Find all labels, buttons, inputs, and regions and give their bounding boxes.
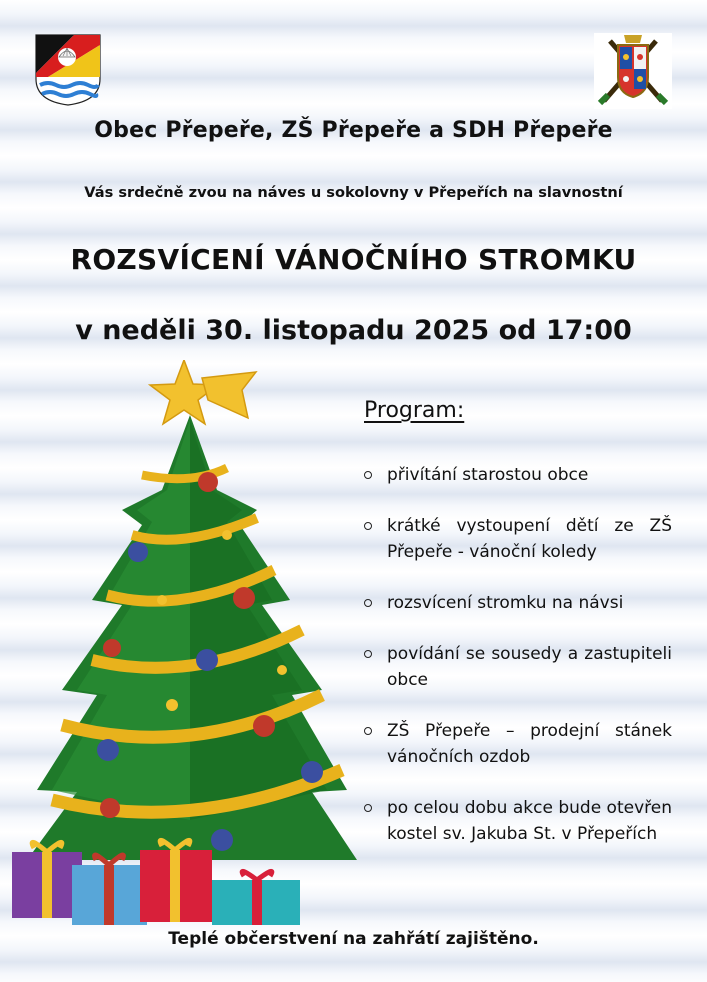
event-name: ROZSVÍCENÍ VÁNOČNÍHO STROMKU — [70, 243, 637, 276]
bullet-icon — [364, 650, 372, 658]
program-list — [364, 462, 672, 872]
christmas-tree-icon — [12, 360, 368, 925]
program-item — [364, 590, 672, 616]
program-item-text: povídání se sousedy a zastupiteli obce — [387, 644, 672, 690]
bullet-icon — [364, 522, 372, 530]
bullet-icon — [364, 599, 372, 607]
program-item — [364, 462, 672, 488]
program-item-text: po celou dobu akce bude otevřen kostel sv. Jakuba St. v Přepeřích — [387, 798, 672, 844]
organizers-title: Obec Přepeře, ZŠ Přepeře a SDH Přepeře — [94, 118, 613, 143]
program-item-text: přivítání starostou obce — [387, 465, 589, 485]
refreshments-note: Teplé občerstvení na zahřátí zajištěno. — [168, 929, 539, 949]
program-item-text: krátké vystoupení dětí ze ZŠ Přepeře - vánoční koledy — [387, 516, 672, 562]
bullet-icon — [364, 727, 372, 735]
program-item — [364, 641, 672, 693]
event-date: v neděli 30. listopadu 2025 od 17:00 — [75, 315, 632, 346]
program-heading: Program: — [364, 398, 465, 423]
bullet-icon — [364, 804, 372, 812]
program-item — [364, 795, 672, 847]
bullet-icon — [364, 471, 372, 479]
program-item-text: rozsvícení stromku na návsi — [387, 593, 624, 613]
fire-brigade-emblem-icon — [594, 33, 672, 109]
municipal-coat-of-arms-icon — [34, 33, 102, 107]
program-item — [364, 718, 672, 770]
program-item — [364, 513, 672, 565]
program-item-text: ZŠ Přepeře – prodejní stánek vánočních ozdob — [387, 721, 672, 767]
invitation-line: Vás srdečně zvou na náves u sokolovny v Přepeřích na slavnostní — [84, 184, 623, 201]
